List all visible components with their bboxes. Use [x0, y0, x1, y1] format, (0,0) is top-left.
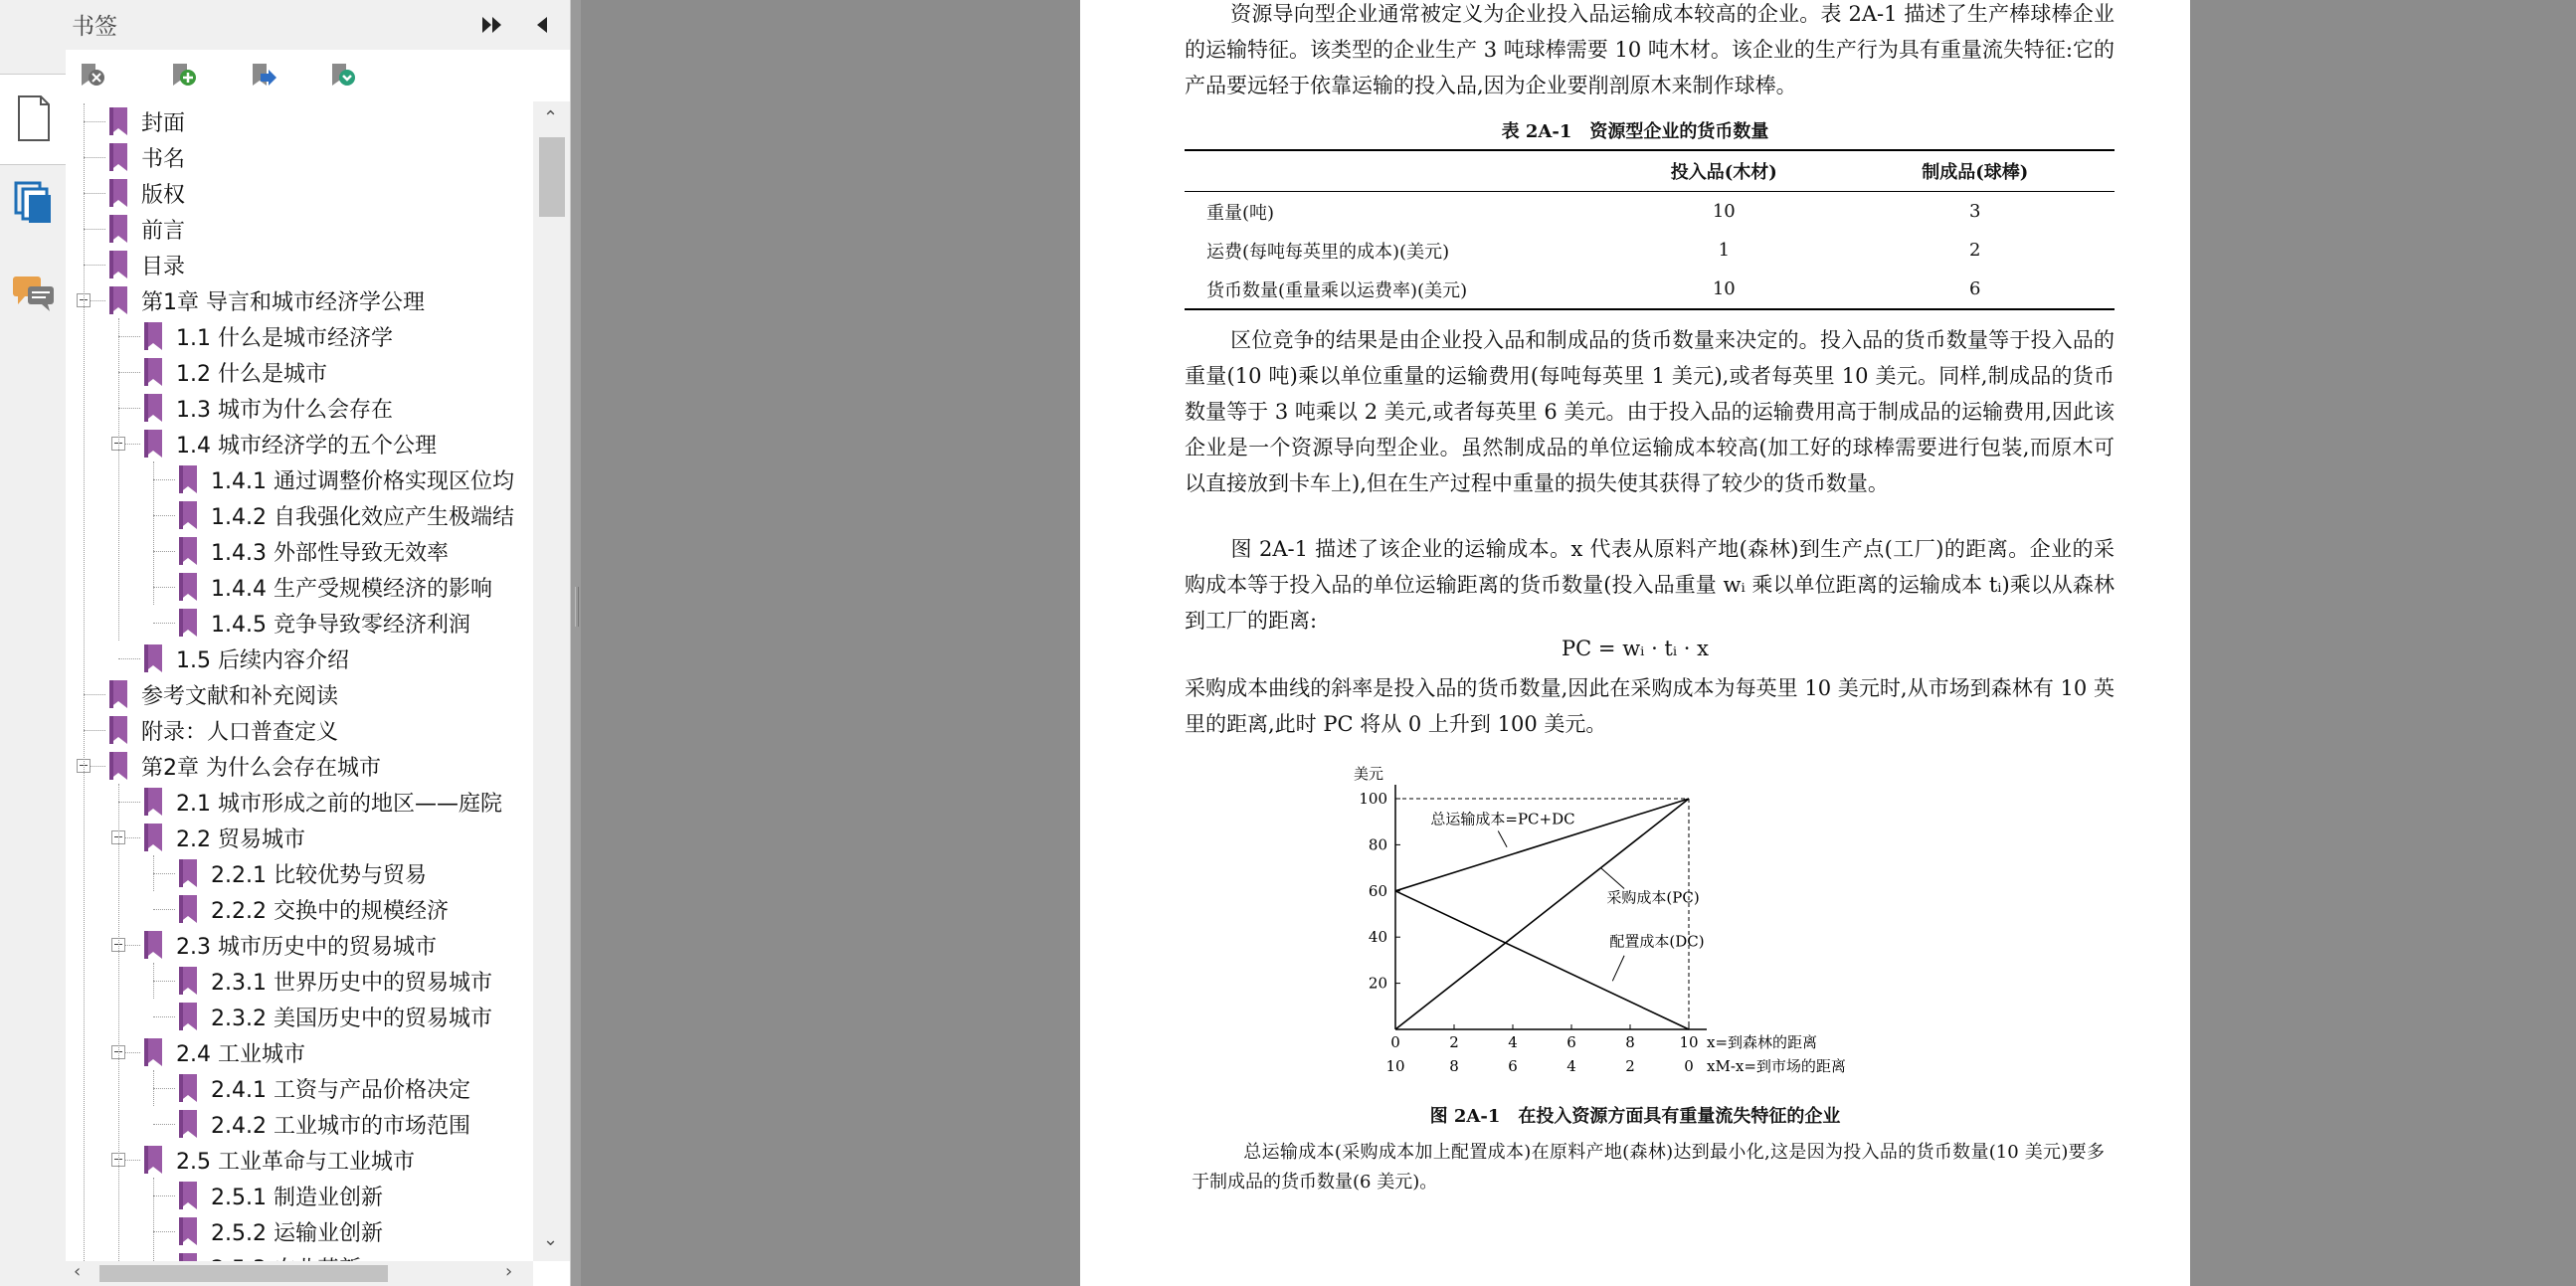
- horizontal-scrollbar[interactable]: [66, 1261, 533, 1286]
- figure-note-text: 总运输成本(采购成本加上配置成本)在原料产地(森林)达到最小化,这是因为投入品的货币数量(10 美元)要多于制成品的货币数量(6 美元)。: [1192, 1142, 2105, 1193]
- tree-guide-line: [153, 461, 154, 605]
- table-header-cell: 投入品(木材): [1612, 150, 1835, 192]
- tree-connector: [153, 1088, 175, 1089]
- bookmark-item[interactable]: [177, 855, 533, 891]
- table-cell: 10: [1612, 270, 1835, 309]
- bookmark-icon: [177, 572, 199, 602]
- bookmark-label: 1.5 后续内容介绍: [176, 647, 349, 673]
- bookmark-item[interactable]: [107, 676, 533, 712]
- bookmark-item[interactable]: [177, 1178, 533, 1213]
- y-tick-label: 100: [1359, 790, 1387, 808]
- tree-connector: [153, 873, 175, 874]
- bookmark-panel: [66, 0, 571, 1286]
- bookmark-label: 目录: [141, 254, 186, 279]
- bookmark-icon: [142, 787, 164, 817]
- x2-tick-label: 2: [1625, 1057, 1635, 1075]
- table-row: [1185, 192, 2115, 232]
- bookmark-item[interactable]: [107, 748, 533, 784]
- bookmark-label: 2.2.2 交换中的规模经济: [211, 898, 449, 924]
- layers-icon[interactable]: [14, 181, 54, 225]
- series-line-1: [1395, 799, 1689, 1029]
- bookmark-icon: [177, 536, 199, 566]
- vertical-scroll-thumb[interactable]: [539, 137, 565, 217]
- series-line-2: [1395, 891, 1689, 1029]
- data-table: [1185, 149, 2115, 310]
- table-cell: 1: [1718, 240, 1731, 261]
- series-label-1: 采购成本(PC): [1606, 888, 1700, 907]
- bookmark-label: 2.5.2 运输业创新: [211, 1220, 383, 1246]
- bookmark-item[interactable]: [142, 820, 533, 855]
- bookmark-item[interactable]: [177, 963, 533, 999]
- bookmark-item[interactable]: [177, 1070, 533, 1106]
- bookmark-toolbar: [66, 50, 570, 102]
- bookmark-item[interactable]: [107, 103, 533, 139]
- tree-connector: [153, 515, 175, 516]
- tree-connector: [153, 587, 175, 588]
- tree-connector: [153, 623, 175, 624]
- bookmark-label: 2.3 城市历史中的贸易城市: [176, 934, 437, 960]
- bookmark-item[interactable]: [177, 891, 533, 927]
- expand-bookmark-icon[interactable]: [324, 58, 360, 93]
- bookmark-label: 2.5 工业革命与工业城市: [176, 1149, 415, 1175]
- bookmark-item[interactable]: [142, 390, 533, 426]
- table-cell: 10: [1712, 201, 1736, 222]
- tree-connector: [118, 658, 140, 659]
- tree-connector: [84, 694, 105, 695]
- bookmark-label: 1.2 什么是城市: [176, 361, 327, 387]
- bookmark-icon: [177, 1109, 199, 1139]
- move-bookmark-icon[interactable]: [245, 58, 280, 93]
- bookmark-label: 版权: [141, 182, 186, 208]
- bookmark-icon: [142, 1037, 164, 1067]
- bookmark-icon: [107, 214, 129, 244]
- bookmark-label: 附录：人口普查定义: [141, 719, 339, 745]
- bookmark-label: 2.2.1 比较优势与贸易: [211, 862, 427, 888]
- bookmark-icon: [177, 1073, 199, 1103]
- tree-guide-line: [153, 1070, 154, 1106]
- bookmark-item[interactable]: [177, 569, 533, 605]
- x-tick-label: 10: [1679, 1033, 1699, 1051]
- bookmark-icon: [177, 894, 199, 924]
- bookmark-tree: [66, 101, 533, 1261]
- bookmark-label: 2.2 贸易城市: [176, 827, 305, 852]
- x2-tick-label: 8: [1449, 1057, 1459, 1075]
- bookmark-icon: [107, 751, 129, 781]
- bookmark-label: 2.1 城市形成之前的地区——庭院: [176, 791, 502, 817]
- scroll-left-icon[interactable]: ‹: [74, 1261, 82, 1282]
- bookmark-label: 2.5.1 制造业创新: [211, 1185, 383, 1210]
- x-tick-label: 6: [1566, 1033, 1576, 1051]
- series-leader-2: [1612, 956, 1624, 982]
- tree-connector: [84, 121, 105, 122]
- bookmark-icon: [142, 823, 164, 852]
- bookmark-icon: [142, 1145, 164, 1175]
- tree-connector: [153, 909, 175, 910]
- vertical-scrollbar[interactable]: [533, 101, 570, 1261]
- scroll-down-icon[interactable]: ⌄: [543, 1229, 559, 1250]
- series-leader-1: [1601, 868, 1625, 889]
- bookmark-item[interactable]: [107, 139, 533, 175]
- bookmark-label: 前言: [141, 218, 186, 244]
- bookmark-icon: [142, 357, 164, 387]
- bookmark-item[interactable]: [177, 497, 533, 533]
- horizontal-scroll-thumb[interactable]: [99, 1265, 388, 1282]
- table-cell: 6: [1835, 270, 2115, 309]
- table-header-row: [1185, 150, 2115, 192]
- table-cell: 货币数量(重量乘以运费率)(美元): [1185, 270, 1612, 309]
- tree-connector: [84, 265, 105, 266]
- bookmark-icon: [107, 715, 129, 745]
- x-tick-label: 2: [1449, 1033, 1459, 1051]
- page-thumbnails-icon[interactable]: [0, 74, 66, 165]
- bookmark-label: 2.4.1 工资与产品价格决定: [211, 1077, 470, 1103]
- paragraph-2: [1185, 322, 2115, 501]
- formula: PC = wᵢ · tᵢ · x: [1562, 637, 1709, 660]
- tree-connector: [118, 408, 140, 409]
- bookmark-item[interactable]: [177, 461, 533, 497]
- x2-tick-label: 0: [1684, 1057, 1694, 1075]
- x2-tick-label: 6: [1508, 1057, 1518, 1075]
- table-cell: 2: [1969, 240, 1981, 261]
- bookmark-item[interactable]: [107, 247, 533, 282]
- bookmark-label: 1.4.2 自我强化效应产生极端结: [211, 504, 514, 530]
- tree-connector: [153, 1231, 175, 1232]
- expand-panel-icon[interactable]: [477, 10, 507, 40]
- comments-icon[interactable]: [12, 275, 58, 314]
- figure-caption: 图 2A-1 在投入资源方面具有重量流失特征的企业: [1429, 1106, 1841, 1127]
- x-tick-label: 4: [1508, 1033, 1518, 1051]
- bookmark-label: 1.4 城市经济学的五个公理: [176, 433, 437, 459]
- bookmark-item[interactable]: [107, 211, 533, 247]
- bookmark-label: 书名: [141, 146, 186, 172]
- table-cell: 运费(每吨每英里的成本)(美元): [1206, 241, 1450, 263]
- bookmark-label: 2.3.1 世界历史中的贸易城市: [211, 970, 492, 996]
- figure-note: [1192, 1138, 2105, 1197]
- bookmark-icon: [177, 858, 199, 888]
- tree-guide-line: [153, 963, 154, 999]
- y-tick-label: 60: [1368, 881, 1387, 900]
- bookmark-icon: [177, 1181, 199, 1210]
- tree-connector: [84, 157, 105, 158]
- bookmark-icon: [107, 178, 129, 208]
- tree-connector: [153, 1124, 175, 1125]
- tree-connector: [118, 802, 140, 803]
- cost-chart: [1279, 746, 2095, 1089]
- bookmark-icon: [177, 464, 199, 494]
- x-axis-label: x=到森林的距离: [1707, 1033, 1818, 1051]
- bookmark-item[interactable]: [142, 1142, 533, 1178]
- y-tick-label: 80: [1368, 835, 1387, 854]
- tree-guide-line: [118, 318, 119, 641]
- tree-connector: [84, 730, 105, 731]
- tree-connector: [153, 1195, 175, 1196]
- bookmark-icon: [142, 393, 164, 423]
- bookmark-item[interactable]: [177, 1106, 533, 1142]
- panel-splitter[interactable]: [571, 0, 581, 1286]
- bookmark-item[interactable]: [107, 712, 533, 748]
- splitter-grip[interactable]: [575, 587, 579, 627]
- bookmark-item[interactable]: [107, 175, 533, 211]
- tree-guide-line: [153, 855, 154, 891]
- tree-guide-line: [118, 784, 119, 1285]
- bookmark-label: 1.1 什么是城市经济学: [176, 325, 393, 351]
- bookmark-label: 1.4.4 生产受规模经济的影响: [211, 576, 492, 602]
- paragraph-1-text: 资源导向型企业通常被定义为企业投入品运输成本较高的企业。表 2A-1 描述了生产棒球棒企业的运输特征。该类型的企业生产 3 吨球棒需要 10 吨木材。该企业的生产行为具有重量流失特征:它的产品要远轻于依靠运输的投入品,因为企业要削剖原木来制作球棒。: [1185, 2, 2115, 97]
- bookmark-item[interactable]: [142, 927, 533, 963]
- y-axis-label: 美元: [1354, 765, 1384, 783]
- add-bookmark-icon[interactable]: [165, 58, 201, 93]
- bookmark-label: 第1章 导言和城市经济学公理: [141, 289, 425, 315]
- bookmark-icon: [107, 285, 129, 315]
- tree-connector: [153, 479, 175, 480]
- bookmark-item[interactable]: [142, 1034, 533, 1070]
- paragraph-4: [1185, 670, 2115, 742]
- panel-title: 书签: [72, 14, 117, 40]
- bookmark-item[interactable]: [177, 533, 533, 569]
- series-label-0: 总运输成本=PC+DC: [1430, 810, 1575, 828]
- table-header-cell: 制成品(球棒): [1835, 150, 2115, 192]
- tree-connector: [118, 372, 140, 373]
- tree-connector: [153, 551, 175, 552]
- bookmark-item[interactable]: [177, 999, 533, 1034]
- paragraph-3-text: 图 2A-1 描述了该企业的运输成本。x 代表从原料产地(森林)到生产点(工厂)的距离。企业的采购成本等于投入品的单位运输距离的货币数量(投入品重量 wᵢ 乘以单位距离的运输成本 tᵢ)乘以从森林到工厂的距离:: [1185, 537, 2115, 633]
- x-tick-label: 8: [1625, 1033, 1635, 1051]
- bookmark-icon: [142, 429, 164, 459]
- bookmark-icon: [142, 321, 164, 351]
- bookmark-item[interactable]: [107, 282, 533, 318]
- series-label-2: 配置成本(DC): [1609, 932, 1705, 951]
- scroll-right-icon[interactable]: ›: [505, 1261, 513, 1282]
- tree-guide-line: [84, 103, 85, 1285]
- bookmark-icon: [142, 930, 164, 960]
- bookmark-label: 2.3.2 美国历史中的贸易城市: [211, 1006, 492, 1031]
- bookmark-icon: [142, 643, 164, 673]
- table-cell: 重量(吨): [1206, 202, 1275, 224]
- tree-connector: [153, 1016, 175, 1017]
- bookmark-icon: [107, 142, 129, 172]
- bookmark-label: 1.4.3 外部性导致无效率: [211, 540, 449, 566]
- bookmark-label: 1.3 城市为什么会存在: [176, 397, 393, 423]
- bookmark-label: 参考文献和补充阅读: [141, 683, 339, 709]
- y-tick-label: 20: [1368, 974, 1387, 993]
- panel-header: [66, 0, 570, 50]
- table-title: 表 2A-1 资源型企业的货币数量: [1501, 121, 1769, 142]
- bookmark-label: 1.4.1 通过调整价格实现区位均: [211, 468, 514, 494]
- tree-connector: [84, 193, 105, 194]
- paragraph-4-text: 采购成本曲线的斜率是投入品的货币数量,因此在采购成本为每英里 10 美元时,从市场到森林有 10 英里的距离,此时 PC 将从 0 上升到 100 美元。: [1185, 676, 2115, 736]
- table-row: [1185, 270, 2115, 309]
- paragraph-1: [1185, 0, 2115, 103]
- series-leader-0: [1498, 830, 1507, 846]
- y-tick-label: 40: [1368, 928, 1387, 947]
- navigation-rail: [0, 0, 67, 1286]
- bookmark-label: 1.4.5 竞争导致零经济利润: [211, 612, 470, 638]
- paragraph-2-text: 区位竞争的结果是由企业投入品和制成品的货币数量来决定的。投入品的货币数量等于投入品的重量(10 吨)乘以单位重量的运输费用(每吨每英里 1 美元),或者每英里 10 美元。同样,制成品的货币数量等于 3 吨乘以 2 美元,或者每英里 6 美元。由于投入品的运输费用高于制成品的运输费用,因此该企业是一个资源导向型企业。虽然制成品的单位运输成本较高(加工好的球棒需要进行包装,而原木可以直接放到卡车上),但在生产过程中重量的损失使其获得了较少的货币数量。: [1185, 328, 2115, 495]
- table-header-cell: [1185, 150, 1612, 192]
- bookmark-icon: [177, 1216, 199, 1246]
- bookmark-label: 2.4 工业城市: [176, 1041, 305, 1067]
- x2-tick-label: 4: [1566, 1057, 1576, 1075]
- bookmark-icon: [107, 106, 129, 136]
- scroll-up-icon[interactable]: ⌃: [543, 107, 559, 128]
- document-page: [1080, 0, 2190, 1286]
- x-tick-label: 0: [1390, 1033, 1400, 1051]
- bookmark-item[interactable]: [142, 784, 533, 820]
- bookmark-label: 封面: [141, 110, 186, 136]
- tree-connector: [84, 229, 105, 230]
- paragraph-3: [1185, 531, 2115, 639]
- bookmark-icon: [177, 500, 199, 530]
- bookmark-item[interactable]: [142, 426, 533, 461]
- delete-bookmark-icon[interactable]: [74, 58, 109, 93]
- bookmark-item[interactable]: [142, 318, 533, 354]
- table-row: [1185, 231, 2115, 270]
- bookmark-icon: [107, 250, 129, 279]
- tree-connector: [153, 981, 175, 982]
- bookmark-icon: [177, 1002, 199, 1031]
- bookmark-item[interactable]: [142, 354, 533, 390]
- bookmark-icon: [177, 608, 199, 638]
- bookmark-label: 2.4.2 工业城市的市场范围: [211, 1113, 470, 1139]
- bookmark-item[interactable]: [177, 605, 533, 641]
- bookmark-label: 第2章 为什么会存在城市: [141, 755, 381, 781]
- bookmark-icon: [107, 679, 129, 709]
- bookmark-item[interactable]: [177, 1213, 533, 1249]
- table-cell: 3: [1969, 201, 1981, 222]
- bookmark-item[interactable]: [142, 641, 533, 676]
- bookmark-icon: [177, 966, 199, 996]
- x2-tick-label: 10: [1385, 1057, 1405, 1075]
- x2-axis-label: xM-x=到市场的距离: [1707, 1057, 1846, 1075]
- collapse-panel-icon[interactable]: [527, 10, 557, 40]
- tree-connector: [118, 336, 140, 337]
